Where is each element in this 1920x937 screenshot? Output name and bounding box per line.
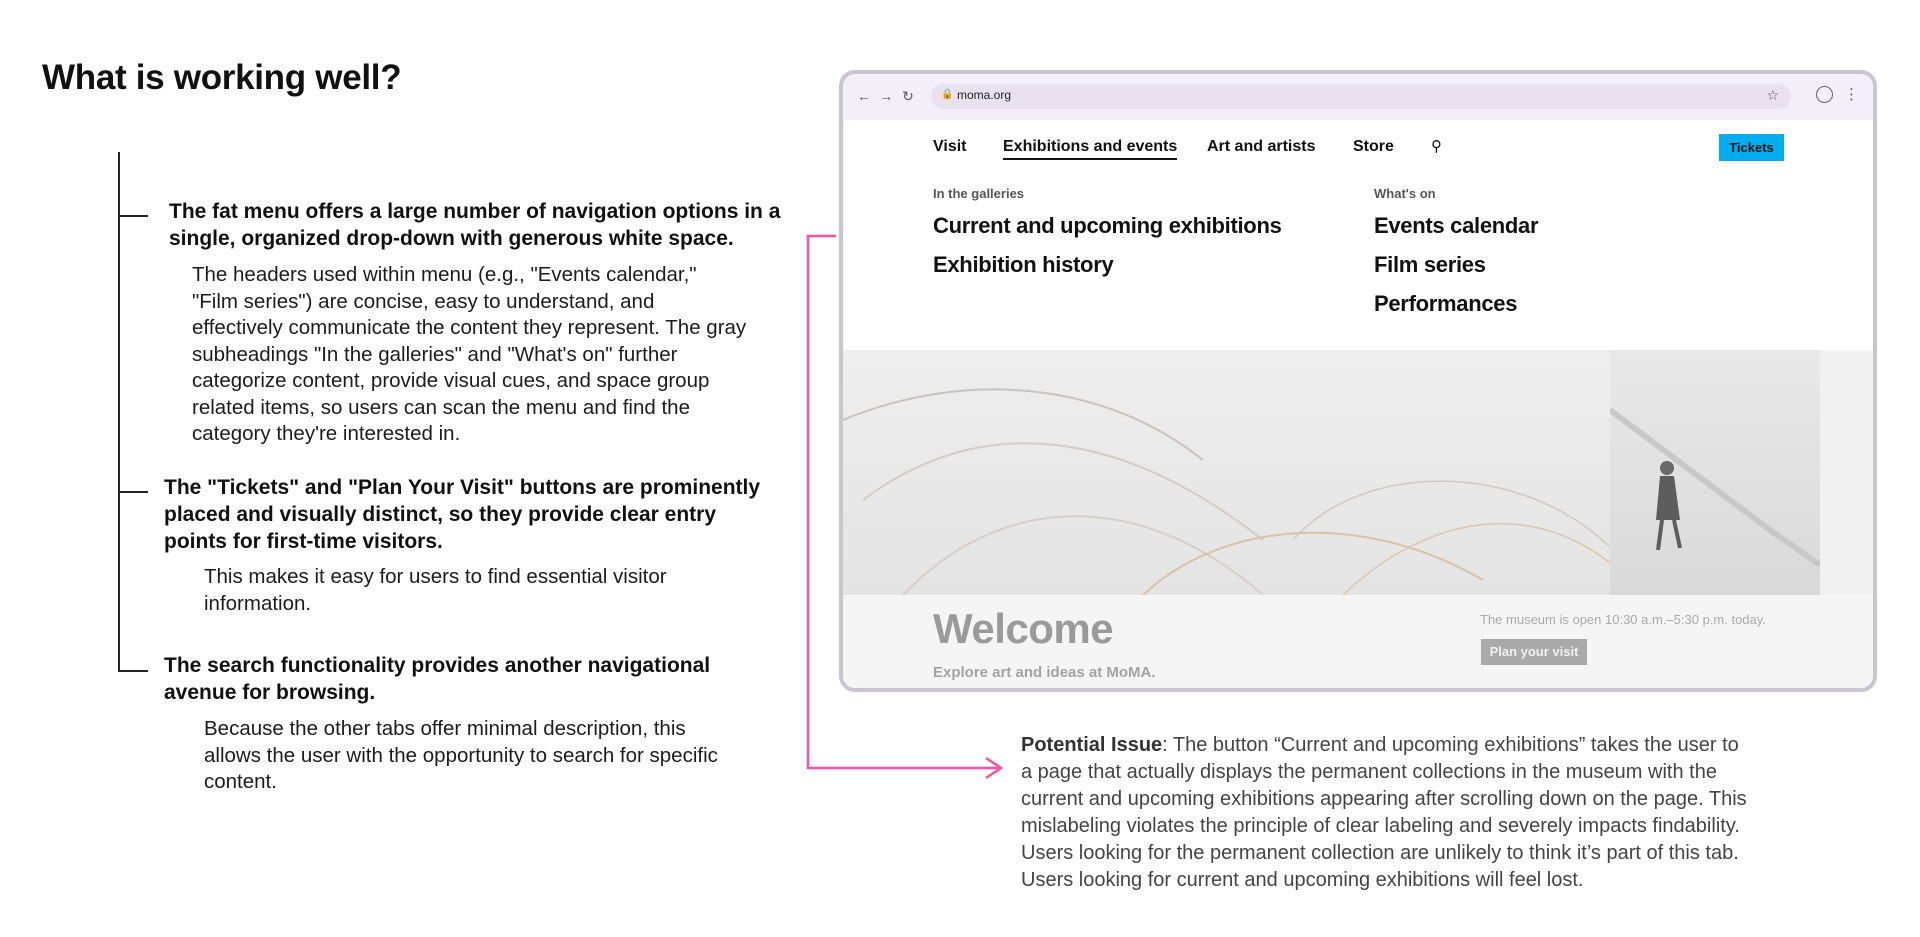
potential-issue-label: Potential Issue bbox=[1021, 734, 1163, 756]
hero-image bbox=[843, 350, 1873, 595]
menu-subheading-in-the-galleries: In the galleries bbox=[933, 186, 1025, 201]
potential-issue-text: : The button “Current and upcoming exhibitions” takes the user to a page that actually displays the permanent collections in the museum with the current and upcoming exhibitions appearing after scrolling down on the page. This mislabeling violates the principle of clear labeling and severely impacts findability. Users looking for the permanent collection are unlikely to think it’s part of this tab. Users looking for current and upcoming exhibitions will feel lost. bbox=[1021, 734, 1747, 891]
hero-right-panel bbox=[1820, 350, 1873, 595]
menu-link-events-calendar[interactable]: Events calendar bbox=[1374, 213, 1539, 238]
kebab-menu-icon[interactable]: ⋮ bbox=[1844, 86, 1859, 103]
tickets-button[interactable]: Tickets bbox=[1719, 134, 1784, 161]
forward-icon[interactable]: → bbox=[879, 88, 893, 104]
nav-exhibitions-and-events[interactable]: Exhibitions and events bbox=[1003, 138, 1177, 160]
point-heading-fat-menu: The fat menu offers a large number of navigation options in a single, organized drop-down with generous white space. bbox=[169, 200, 781, 250]
star-icon[interactable]: ☆ bbox=[1766, 87, 1779, 103]
url-text: moma.org bbox=[957, 88, 1012, 102]
address-bar[interactable] bbox=[931, 84, 1791, 109]
lock-icon: 🔒 bbox=[941, 89, 954, 100]
search-icon[interactable]: ⚲ bbox=[1431, 138, 1442, 155]
nav-visit[interactable]: Visit bbox=[933, 138, 967, 155]
welcome-title: Welcome bbox=[933, 605, 1114, 652]
browser-toolbar bbox=[843, 74, 1873, 120]
reload-icon[interactable]: ↻ bbox=[902, 88, 914, 104]
back-icon[interactable]: ← bbox=[857, 88, 871, 104]
hero-stairs bbox=[1610, 350, 1820, 595]
nav-store[interactable]: Store bbox=[1353, 138, 1394, 155]
hero-figure-illustration bbox=[1610, 350, 1820, 595]
bracket-vertical-line bbox=[118, 152, 120, 672]
point-heading-search: The search functionality provides another navigational avenue for browsing. bbox=[164, 654, 711, 704]
nav-art-and-artists[interactable]: Art and artists bbox=[1207, 138, 1316, 155]
browser-window bbox=[839, 70, 1877, 692]
bracket-branch-2 bbox=[118, 491, 148, 493]
menu-link-current-and-upcoming-exhibitions[interactable]: Current and upcoming exhibitions bbox=[933, 213, 1282, 238]
welcome-subtitle: Explore art and ideas at MoMA. bbox=[933, 664, 1156, 681]
plan-your-visit-button[interactable]: Plan your visit bbox=[1481, 639, 1587, 665]
menu-link-film-series[interactable]: Film series bbox=[1374, 252, 1486, 277]
museum-hours: The museum is open 10:30 a.m.–5:30 p.m. today. bbox=[1480, 612, 1766, 627]
point-body-search: Because the other tabs offer minimal description, this allows the user with the opportunity to search for specific content. bbox=[204, 717, 718, 793]
point-body-tickets: This makes it easy for users to find essential visitor information. bbox=[204, 565, 667, 615]
bracket-branch-1 bbox=[118, 215, 148, 217]
potential-issue-note bbox=[1021, 732, 1751, 894]
profile-icon[interactable] bbox=[1816, 86, 1833, 103]
menu-link-performances[interactable]: Performances bbox=[1374, 291, 1518, 316]
menu-subheading-whats-on: What's on bbox=[1374, 186, 1436, 201]
point-heading-tickets: The "Tickets" and "Plan Your Visit" buttons are prominently placed and visually distinct, so they provide clear entry points for first-time visitors. bbox=[164, 476, 761, 553]
menu-link-exhibition-history[interactable]: Exhibition history bbox=[933, 252, 1114, 277]
page-title: What is working well? bbox=[42, 58, 402, 97]
point-body-fat-menu: The headers used within menu (e.g., "Events calendar," "Film series") are concise, easy to understand, and effectively communicate the content they represent. The gray subheadings "In the galleries" and "What's on" further categorize content, provide visual cues, and space group related items, so users can scan the menu and find the category they're interested in. bbox=[192, 263, 747, 445]
bracket-branch-3 bbox=[118, 670, 148, 672]
